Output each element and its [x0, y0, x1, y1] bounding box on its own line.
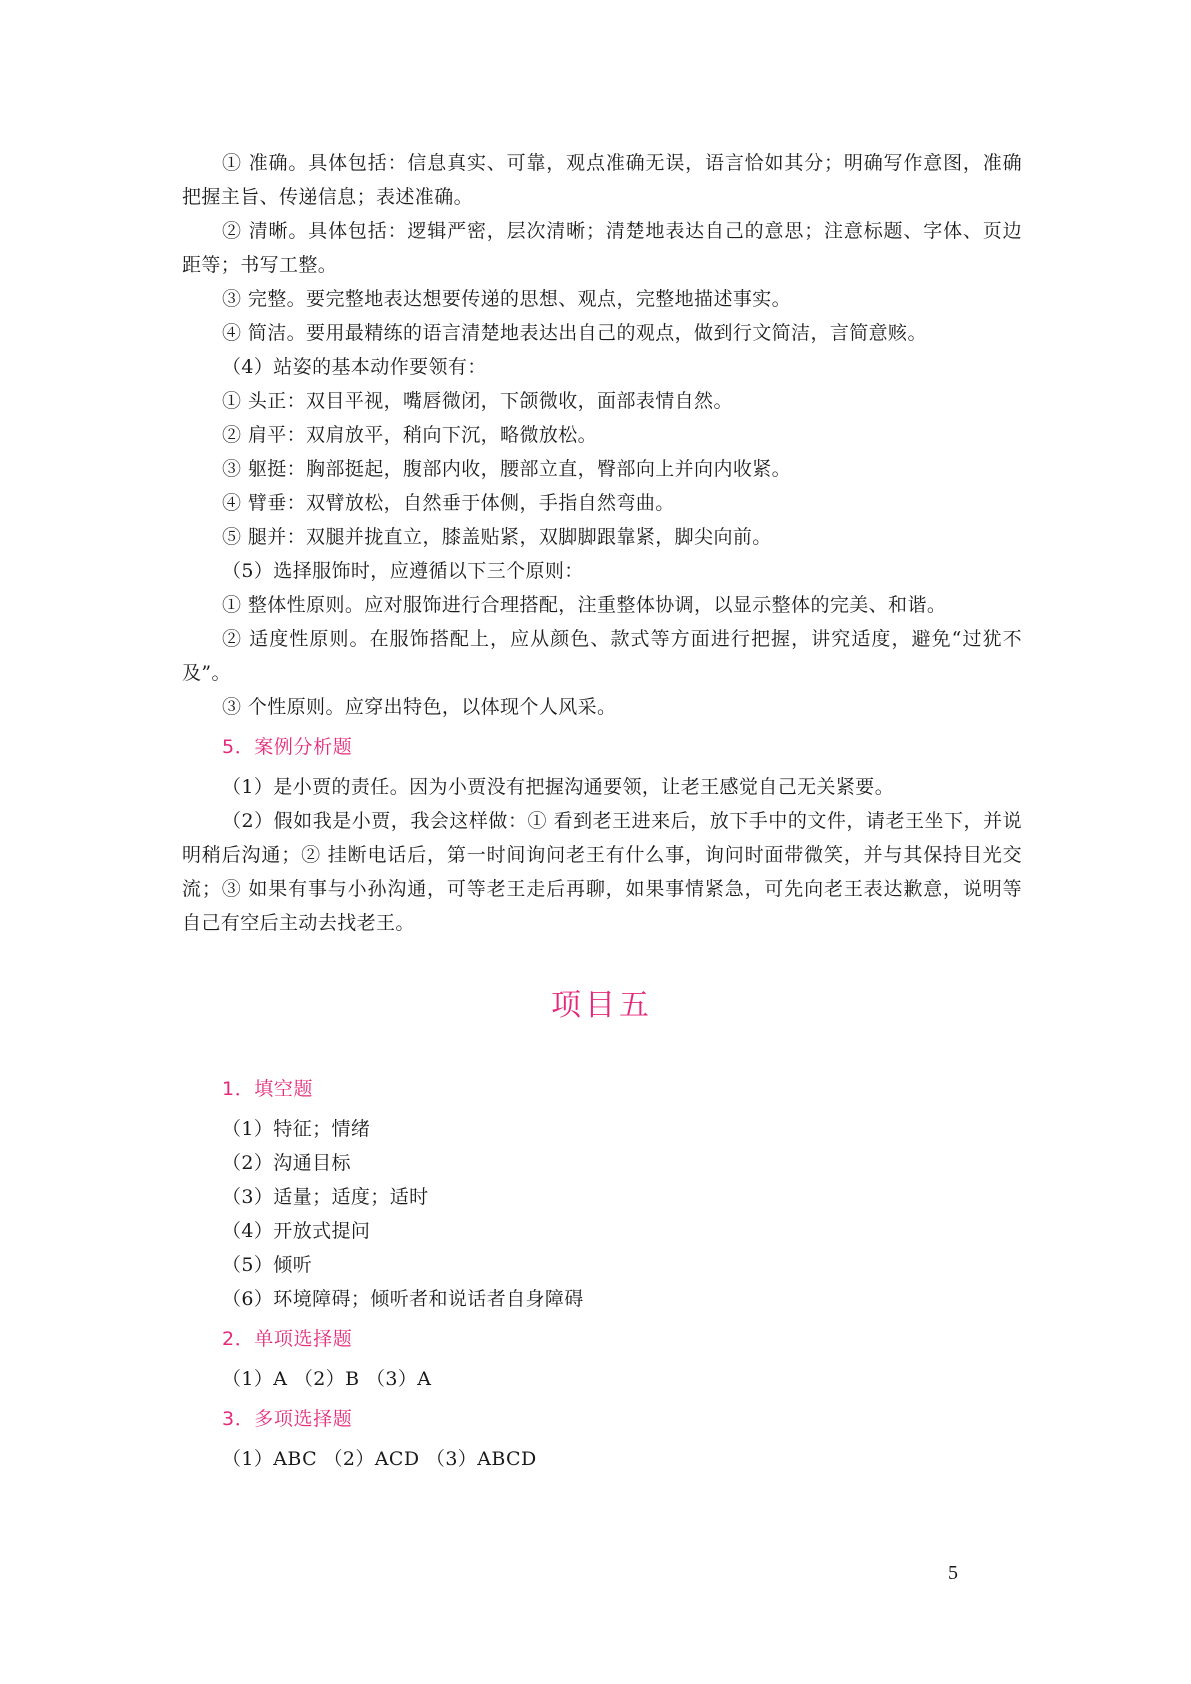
- page-number: 5: [948, 1562, 958, 1584]
- posture-item-arm: ④ 臂垂：双臂放松，自然垂于体侧，手指自然弯曲。: [222, 492, 675, 514]
- page-content: [182, 146, 1022, 1476]
- case-answer-1: （1）是小贾的责任。因为小贾没有把握沟通要领，让老王感觉自己无关紧要。: [222, 776, 895, 798]
- multi-choice-answers: （1）ABC （2）ACD （3）ABCD: [222, 1448, 537, 1470]
- principle-conciseness: ④ 简洁。要用最精练的语言清楚地表达出自己的观点，做到行文简洁，言简意赅。: [222, 322, 927, 344]
- principle-clarity: ② 清晰。具体包括：逻辑严密，层次清晰；清楚地表达自己的意思；注意标题、字体、页边距等；书写工整。: [182, 220, 1022, 276]
- fill-blank-answer: （2）沟通目标: [222, 1152, 351, 1174]
- fill-blank-answer: （6）环境障碍；倾听者和说话者自身障碍: [222, 1288, 584, 1310]
- attire-principle-moderation: ② 适度性原则。在服饰搭配上，应从颜色、款式等方面进行把握，讲究适度，避免“过犹不及”。: [182, 628, 1022, 684]
- fill-blank-answer: （5）倾听: [222, 1254, 313, 1276]
- fill-blank-answer: （1）特征；情绪: [222, 1118, 371, 1140]
- posture-item-torso: ③ 躯挺：胸部挺起，腹部内收，腰部立直，臀部向上并向内收紧。: [222, 458, 792, 480]
- principle-accuracy: ① 准确。具体包括：信息真实、可靠，观点准确无误，语言恰如其分；明确写作意图，准确把握主旨、传递信息；表述准确。: [182, 152, 1022, 208]
- fill-blank-answer: （4）开放式提问: [222, 1220, 371, 1242]
- fill-blank-heading: 1．填空题: [222, 1078, 314, 1100]
- posture-item-leg: ⑤ 腿并：双腿并拢直立，膝盖贴紧，双脚脚跟靠紧，脚尖向前。: [222, 526, 772, 548]
- attire-principle-overall: ① 整体性原则。应对服饰进行合理搭配，注重整体协调，以显示整体的完美、和谐。: [222, 594, 947, 616]
- single-choice-answers: （1）A （2）B （3）A: [222, 1368, 432, 1390]
- project-title: 项目五: [551, 988, 653, 1023]
- case-answer-2: （2）假如我是小贾，我会这样做：① 看到老王进来后，放下手中的文件，请老王坐下，并说明稍后沟通；② 挂断电话后，第一时间询问老王有什么事，询问时面带微笑，并与其保持目光交流；③ 如果有事与小孙沟通，可等老王走后再聊，如果事情紧急，可先向老王表达歉意，说明等自己有空后主动去找老王。: [182, 810, 1022, 934]
- posture-item-shoulder: ② 肩平：双肩放平，稍向下沉，略微放松。: [222, 424, 598, 446]
- case-analysis-heading: 5．案例分析题: [222, 736, 353, 758]
- attire-intro: （5）选择服饰时，应遵循以下三个原则：: [222, 560, 584, 582]
- principle-completeness: ③ 完整。要完整地表达想要传递的思想、观点，完整地描述事实。: [222, 288, 792, 310]
- attire-principle-personality: ③ 个性原则。应穿出特色，以体现个人风采。: [222, 696, 617, 718]
- posture-intro: （4）站姿的基本动作要领有：: [222, 356, 487, 378]
- single-choice-heading: 2．单项选择题: [222, 1328, 353, 1350]
- posture-item-head: ① 头正：双目平视，嘴唇微闭，下颌微收，面部表情自然。: [222, 390, 733, 412]
- fill-blank-answer: （3）适量；适度；适时: [222, 1186, 429, 1208]
- multi-choice-heading: 3．多项选择题: [222, 1408, 353, 1430]
